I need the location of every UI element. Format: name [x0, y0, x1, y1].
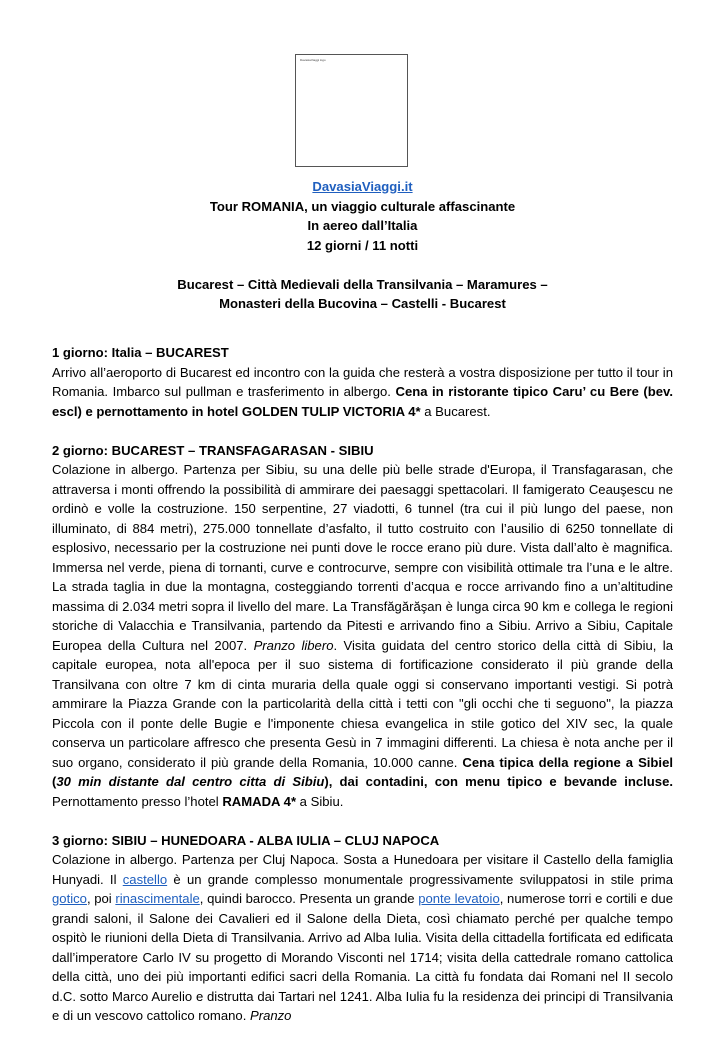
- header-spacer: [52, 255, 673, 275]
- day-3-text: [52, 850, 673, 1026]
- day-3-text-part: è un grande complesso monumentale progressivamente sviluppatosi in stile prima: [167, 871, 673, 887]
- day-3-text-part: Colazione in albergo. Partenza per Cluj Napoca. Sosta a Hunedoara per visitare il Castello della famiglia Hunyadi. Il: [52, 852, 673, 887]
- day-2-text-part: a Sibiu.: [296, 793, 344, 809]
- itinerary: [52, 343, 673, 1045]
- logo-caption: DavasiaViaggi logo: [300, 58, 326, 62]
- transport-line: In aereo dall’Italia: [307, 218, 418, 233]
- day-1-bold-part: Cena in ristorante tipico Caru’ cu Bere (bev. escl) e pernottamento in hotel GOLDEN TULIP VICTORIA 4*: [52, 384, 673, 419]
- site-link[interactable]: DavasiaViaggi.it: [312, 179, 413, 194]
- day-2-italic-part: Pranzo libero: [253, 637, 334, 653]
- day-3-italic-part: Pranzo: [249, 1008, 292, 1023]
- route-line-2: Monasteri della Bucovina – Castelli - Bucarest: [219, 296, 506, 311]
- link-gotico[interactable]: gotico: [52, 891, 87, 906]
- day-2-text-part: Pernottamento presso l’hotel: [52, 793, 223, 809]
- day-3-text-part: , numerose torri e cortili e due grandi saloni, il Salone dei Cavalieri ed il Salone della Dieta, così chiamato perché per qualche tempo ospitò le riunioni della Dieta di Transilvania. Arrivo ad Alba Iulia. Visita della cittadella fortificata ed edificata dall’imperatore Carlo IV su progetto di Morando Visconti nel 1714; visita della cattedrale romano cattolica della città, uno dei più importanti edifici sacri della Romania. La città fu fondata dai Romani nel II secolo d.C. sotto Marco Aurelio e distrutta dai Tartari nel 1241. Alba Iulia fu la residenza dei principi di Transilvania e di un vescovo cattolico romano.: [52, 891, 673, 1023]
- tour-title: Tour ROMANIA, un viaggio culturale affascinante: [209, 198, 516, 214]
- day-1-text: [52, 363, 673, 422]
- link-ponte-levatoio[interactable]: ponte levatoio: [418, 891, 500, 906]
- logo-image: [295, 54, 408, 167]
- day-2-hotel-name: RAMADA 4*: [222, 793, 297, 809]
- duration-line: 12 giorni / 11 notti: [306, 237, 419, 253]
- day-3-text-part: , quindi barocco. Presenta un grande: [199, 891, 419, 906]
- day-2-text-part: . Visita guidata del centro storico della città di Sibiu, la capitale europea, nota all'epoca per il suo sistema di fortificazione considerato il più grande della Transilvana con oltre 7 km di cinta muraria della quale oggi si conservano importanti vestigi. Si potrà ammirare la Piazza Grande con la particolarità della città i tetti con "gli occhi che ti seguono", la piazza Piccola con il ponte delle Bugie e l'imponente chiesa evangelica in stile gotico del XIV sec, la quale conserva un particolare affresco che presenta Gesù in 7 immagini differenti. La chiesa è nota anche per il suo organo, considerato il più grande della Romania, 10.000 canne.: [52, 637, 674, 770]
- day-3-text-part: , poi: [86, 891, 116, 906]
- day-3-title: 3 giorno: SIBIU – HUNEDOARA - ALBA IULIA – CLUJ NAPOCA: [52, 832, 440, 848]
- day-2-title: 2 giorno: BUCAREST – TRANSFAGARASAN - SIBIU: [52, 442, 374, 458]
- link-castello[interactable]: castello: [122, 871, 168, 887]
- day-2-bold-part: Cena tipica della regione a Sibiel (: [52, 754, 673, 789]
- document-header: [52, 177, 673, 314]
- day-2-section: [52, 441, 673, 812]
- day-2-text-part: Colazione in albergo. Partenza per Sibiu, su una delle più belle strade d'Europa, il Transfagarasan, che attraversa i monti offrendo la possibilità di ammirare dei paesaggi spettacolari. Il famigerato Ceauşescu ne ordinò e volle la costruzione. 150 serpentine, 27 viadotti, 6 tunnel (tra cui il più lungo del paese, non illuminato, di 884 metri), 275.000 tonnellate d’asfalto, il tutto costruito con l’ausilio di 6250 tonnellate di esplosivo, necessario per la costruzione nei punti dove le rocce erano più dure. Vista dall’alto è magnifica. Immersa nel verde, piena di tornanti, curve e controcurve, sempre con visibilità ottimale tra l’una e le altre. La strada taglia in due la montagna, costeggiando torrenti d’acqua e rocce arrivando fino a un’altitudine massima di 2.034 metri sopra il livello del mare. La Transfăgărăşan è lunga circa 90 km e collega le regioni storiche di Valacchia e Transilvania, partendo da Pitesti e arrivando fino a Sibiu. Arrivo a Sibiu, Capitale Europea della Cultura nel 2007.: [52, 462, 673, 653]
- day-3-section: [52, 831, 673, 1026]
- route-line-1: Bucarest – Città Medievali della Transilvania – Maramures –: [177, 276, 548, 292]
- link-rinascimentale[interactable]: rinascimentale: [115, 891, 200, 906]
- day-2-bold-part: ), dai contadini, con menu tipico e bevande incluse.: [324, 774, 673, 789]
- site-line: [52, 177, 673, 197]
- day-1-title: 1 giorno: Italia – BUCAREST: [52, 345, 229, 360]
- day-1-section: [52, 343, 673, 421]
- day-1-text-part: Arrivo all’aeroporto di Bucarest ed incontro con la guida che resterà a vostra disposizione per tutto il tour in Romania. Imbarco sul pullman e trasferimento in albergo.: [52, 364, 673, 399]
- day-1-text-part: a Bucarest.: [420, 403, 491, 419]
- day-2-text: [52, 460, 673, 811]
- day-2-bold-italic-part: 30 min distante dal centro citta di Sibiu: [56, 774, 325, 789]
